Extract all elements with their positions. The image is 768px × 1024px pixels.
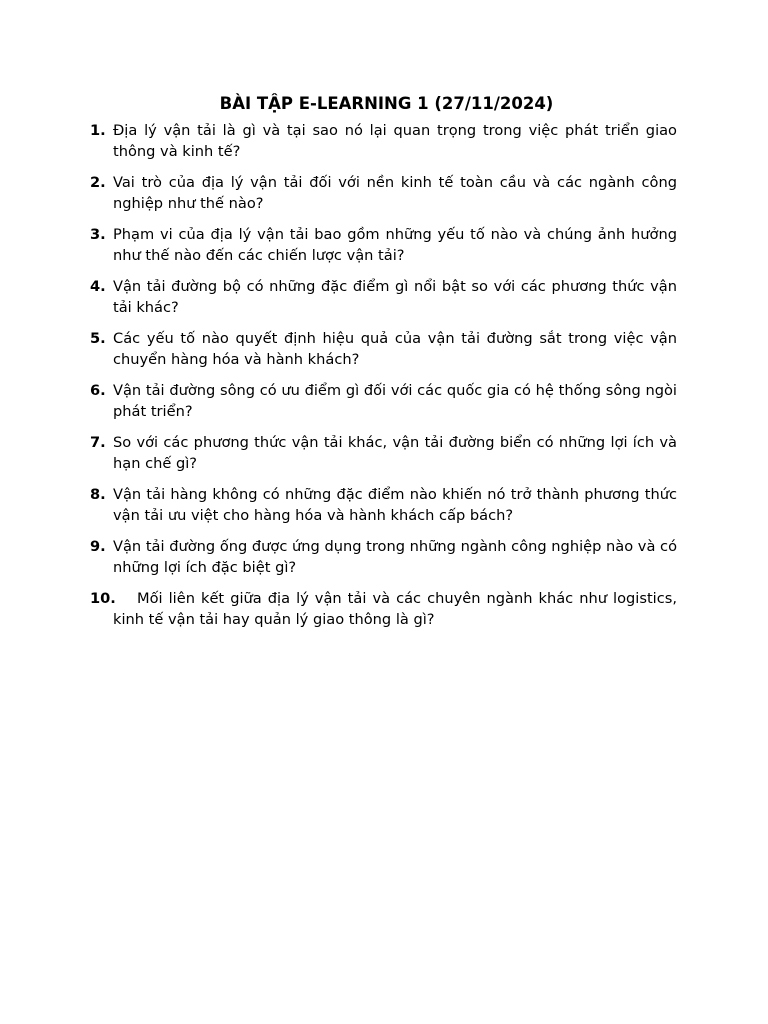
question-number: 7. — [90, 434, 106, 451]
question-item-6 — [90, 380, 677, 422]
question-text: So với các phương thức vận tải khác, vận tải đường biển có những lợi ích và hạn chế gì? — [113, 434, 677, 472]
question-item-2 — [90, 172, 677, 214]
question-number: 5. — [90, 330, 106, 347]
question-number: 10. — [90, 590, 116, 607]
question-item-8 — [90, 484, 677, 526]
question-number: 2. — [90, 174, 106, 191]
question-item-4 — [90, 276, 677, 318]
question-text: Vận tải đường sông có ưu điểm gì đối với các quốc gia có hệ thống sông ngòi phát triển? — [113, 382, 677, 420]
question-number: 3. — [90, 226, 106, 243]
question-list — [90, 120, 677, 630]
question-number: 9. — [90, 538, 106, 555]
question-number: 1. — [90, 122, 106, 139]
question-text: Các yếu tố nào quyết định hiệu quả của vận tải đường sắt trong việc vận chuyển hàng hóa và hành khách? — [113, 330, 677, 368]
question-item-10 — [90, 588, 677, 630]
question-item-5 — [90, 328, 677, 370]
question-text: Vận tải đường ống được ứng dụng trong những ngành công nghiệp nào và có những lợi ích đặc biệt gì? — [113, 538, 677, 576]
question-item-9 — [90, 536, 677, 578]
question-text: Vận tải hàng không có những đặc điểm nào khiến nó trở thành phương thức vận tải ưu việt cho hàng hóa và hành khách cấp bách? — [113, 486, 677, 524]
question-text: Vận tải đường bộ có những đặc điểm gì nổi bật so với các phương thức vận tải khác? — [113, 278, 677, 316]
question-number: 4. — [90, 278, 106, 295]
question-text: Vai trò của địa lý vận tải đối với nền kinh tế toàn cầu và các ngành công nghiệp như thế nào? — [113, 174, 677, 212]
document-title: BÀI TẬP E-LEARNING 1 (27/11/2024) — [219, 94, 554, 113]
question-text: Phạm vi của địa lý vận tải bao gồm những yếu tố nào và chúng ảnh hưởng như thế nào đến các chiến lược vận tải? — [113, 226, 677, 264]
question-number: 6. — [90, 382, 106, 399]
question-item-7 — [90, 432, 677, 474]
question-number: 8. — [90, 486, 106, 503]
question-text: Địa lý vận tải là gì và tại sao nó lại quan trọng trong việc phát triển giao thông và kinh tế? — [113, 122, 677, 160]
question-text: Mối liên kết giữa địa lý vận tải và các chuyên ngành khác như logistics, kinh tế vận tải hay quản lý giao thông là gì? — [113, 590, 677, 628]
question-item-1 — [90, 120, 677, 162]
question-item-3 — [90, 224, 677, 266]
